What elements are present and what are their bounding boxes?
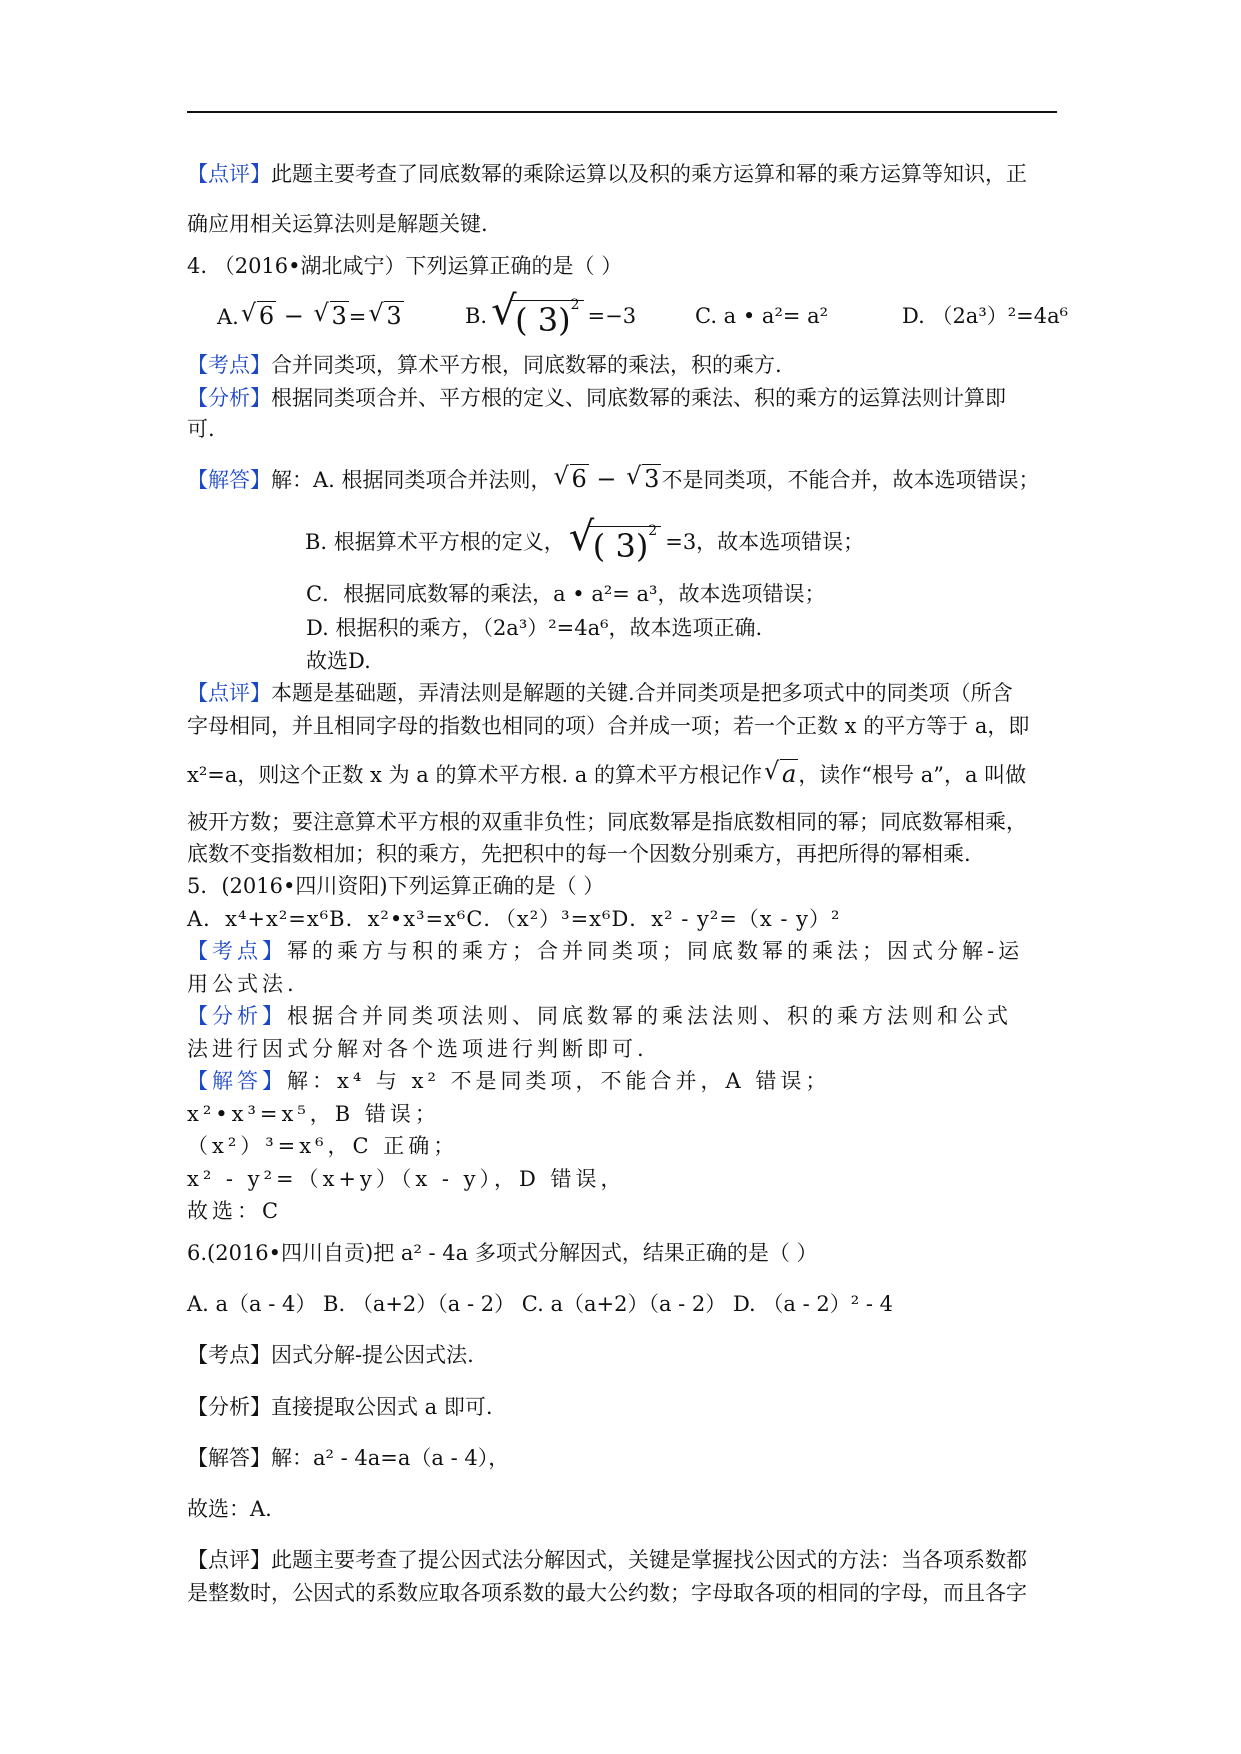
q5-jieda-1: 【解答】解：x⁴ 与 x² 不是同类项，不能合并，A 错误； — [187, 1069, 831, 1093]
q6-select: 故选：A. — [187, 1497, 272, 1521]
question-4: 4. （2016•湖北咸宁）下列运算正确的是（ ） — [187, 254, 623, 278]
option-d: D. （2a³）²=4a⁶ — [902, 304, 1069, 328]
comment-text: 此题主要考查了同底数幂的乘除运算以及积的乘方运算和幂的乘方运算等知识，正 — [271, 162, 1027, 186]
option-a: A.√ 6 − √ 3=√ 3 — [217, 302, 404, 331]
q4-fenxi-2: 可. — [187, 417, 215, 441]
question-6: 6.(2016•四川自贡)把 a² - 4a 多项式分解因式，结果正确的是（ ） — [187, 1241, 818, 1265]
option-b: B.√ ( 3)$^2$ =−3 — [465, 302, 636, 338]
root-3b: √ 3 — [368, 302, 403, 331]
q4-jieda-3: C．根据同底数幂的乘法，a • a²= a³，故本选项错误； — [306, 582, 826, 606]
q4-dianping-5: 底数不变指数相加；积的乘方，先把积中的每一个因数分别乘方，再把所得的幂相乘. — [187, 842, 971, 866]
q4-kaodian: 【考点】合并同类项，算术平方根，同底数幂的乘法，积的乘方. — [187, 353, 782, 377]
comment-line-2: 确应用相关运算法则是解题关键. — [187, 212, 488, 236]
root-3: √ 3 — [314, 302, 349, 331]
comment-tag: 【点评】 — [187, 162, 271, 186]
q4-dianping-1: 【点评】本题是基础题，弄清法则是解题的关键.合并同类项是把多项式中的同类项（所含 — [187, 681, 1013, 705]
option-c: C. a • a²= a² — [695, 304, 829, 328]
q6-dianping-2: 是整数时，公因式的系数应取各项系数的最大公约数；字母取各项的相同的字母，而且各字 — [187, 1581, 1027, 1605]
q5-kaodian-2: 用公式法. — [187, 972, 298, 996]
question-5: 5．(2016•四川资阳)下列运算正确的是（ ） — [187, 874, 605, 898]
root-3-answer: √ 3 — [626, 465, 661, 494]
question-5-options: A．x⁴+x²=x⁶B．x²•x³=x⁶C．（x²）³=x⁶D．x² - y²=（x - y）² — [187, 907, 841, 931]
question-6-options: A. a（a - 4） B. （a+2）（a - 2） C. a（a+2）（a - 2） D. （a - 2）² - 4 — [187, 1292, 893, 1316]
q4-dianping-3: x²=a，则这个正数 x 为 a 的算术平方根. a 的算术平方根记作√ a，读作“根号 a”，a 叫做 — [187, 760, 1026, 789]
q5-fenxi-2: 法进行因式分解对各个选项进行判断即可. — [187, 1037, 648, 1061]
q4-dianping-2: 字母相同，并且相同字母的指数也相同的项）合并成一项；若一个正数 x 的平方等于 a，即 — [187, 714, 1030, 738]
header-rule — [187, 111, 1057, 113]
q4-jieda-5: 故选D. — [306, 649, 371, 673]
comment-line-1 — [187, 160, 1027, 188]
q6-fenxi: 【分析】直接提取公因式 a 即可. — [187, 1395, 493, 1419]
q5-fenxi-1: 【分析】根据合并同类项法则、同底数幂的乘法法则、积的乘方法则和公式 — [187, 1004, 1012, 1028]
q4-fenxi-1: 【分析】根据同类项合并、平方根的定义、同底数幂的乘法、积的乘方的运算法则计算即 — [187, 386, 1006, 410]
q4-jieda-4: D. 根据积的乘方，（2a³）²=4a⁶，故本选项正确. — [306, 616, 763, 640]
q6-dianping-1: 【点评】此题主要考查了提公因式法分解因式，关键是掌握找公因式的方法：当各项系数都 — [187, 1548, 1027, 1572]
q5-kaodian-1: 【考点】幂的乘方与积的乘方；合并同类项；同底数幂的乘法；因式分解-运 — [187, 939, 1024, 963]
q5-jieda-3: （x²）³=x⁶，C 正确； — [187, 1134, 459, 1158]
q5-jieda-4: x² - y²=（x+y）（x - y），D 错误， — [187, 1167, 626, 1191]
root-6-answer: √ 6 — [554, 465, 589, 494]
q4-jieda-2: B. 根据算术平方根的定义，√ ( 3)$^2$ =3，故本选项错误； — [305, 528, 864, 564]
root-paren-3-squared-answer: √ ( 3)$^2$ — [569, 531, 661, 564]
root-paren-3-squared: √ ( 3)$^2$ — [491, 305, 583, 338]
q4-jieda-1: 【解答】解：A. 根据同类项合并法则，√ 6 − √ 3不是同类项，不能合并，故本选项错误； — [187, 465, 1039, 494]
root-a: √ a — [764, 760, 798, 789]
q6-kaodian: 【考点】因式分解-提公因式法. — [187, 1343, 474, 1367]
q5-jieda-5: 故选：C — [187, 1199, 283, 1223]
q4-dianping-4: 被开方数；要注意算术平方根的双重非负性；同底数幂是指底数相同的幂；同底数幂相乘， — [187, 810, 1027, 834]
q5-jieda-2: x²•x³=x⁵，B 错误； — [187, 1102, 440, 1126]
root-6: √ 6 — [241, 302, 276, 331]
q6-jieda: 【解答】解：a² - 4a=a（a - 4）， — [187, 1446, 510, 1470]
